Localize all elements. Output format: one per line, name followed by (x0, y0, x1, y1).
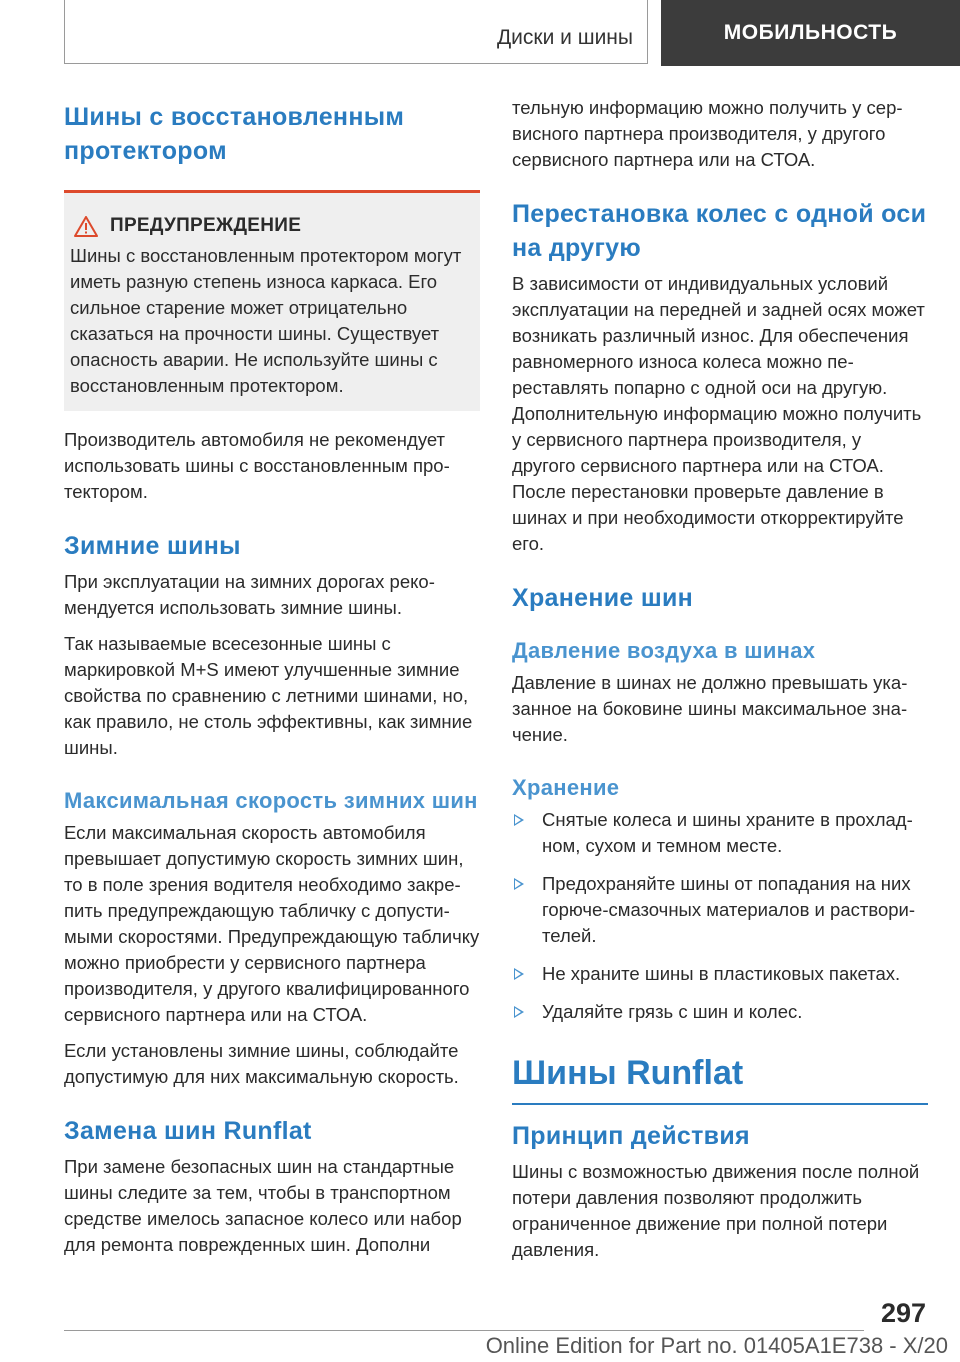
paragraph-continued: тельную информацию можно получить у сервисного партнера производителя, у другого сервисного партнера или на СТОА. (512, 97, 903, 170)
paragraph-retread: Производитель автомобиля не рекомендует использовать шины с восстановленным протектором. (64, 429, 450, 502)
bullet-triangle-icon (514, 878, 524, 890)
paragraph-max-speed-2: Если установлены зимние шины, соблюдайте допустимую для них максимальную скорость. (64, 1040, 459, 1087)
warning-label: ПРЕДУПРЕЖДЕНИЕ (110, 215, 302, 236)
page-number: 297 (880, 1298, 926, 1328)
page-header (0, 0, 960, 66)
paragraph-winter-2: Так называемые всесезонные шины с маркировкой M+S имеют улучшенные зимние свойства по сравнению с летними шинами, но, как правило, не столь эффективны, как зимние шины. (64, 633, 473, 758)
heading-wheel-rotation: Перестановка колес с одной оси на другую (512, 200, 927, 262)
heading-runflat-tires: Шины Runflat (512, 1051, 928, 1105)
section-box (64, 0, 648, 64)
paragraph-max-speed-1: Если максимальная скорость автомобиля превышает допустимую скорость зимних шин, то в поле зрения водителя необходимо закрепить предупреждающую табличку с допустимыми скоростями. Предупреждающую табличку можно приобрести у сервисного партнера производителя, у другого квалифицированного сервисного партнера или на СТОА. (64, 822, 480, 1025)
heading-storing: Хранение (512, 775, 620, 800)
warning-text: Шины с восстановленным протектором могут иметь разную степень износа каркаса. Его сильное старение может отрицательно сказаться на прочности шины. Существует опасность аварии. Не используйте шины с восстановленным протектором. (70, 245, 462, 396)
paragraph-tire-pressure: Давление в шинах не должно превышать указанное на боковине шины максимальное значение. (512, 672, 908, 745)
heading-runflat-replace: Замена шин Runflat (64, 1117, 312, 1145)
list-item: Предохраняйте шины от попадания на них горюче-смазочных материалов и растворителей. (512, 871, 928, 949)
warning-title (70, 215, 466, 237)
heading-tire-pressure: Давление воздуха в шинах (512, 638, 816, 663)
chapter-title: МОБИЛЬНОСТЬ (661, 0, 960, 66)
list-item: Удаляйте грязь с шин и колес. (512, 999, 928, 1025)
footer-divider (64, 1330, 864, 1331)
right-column (512, 95, 928, 1273)
heading-retread-tires: Шины с восстановленным протектором (64, 103, 405, 165)
left-column (64, 100, 480, 1268)
storage-list (512, 807, 928, 1025)
heading-tire-storage: Хранение шин (512, 584, 694, 612)
bullet-triangle-icon (514, 968, 524, 980)
bullet-triangle-icon (514, 1006, 524, 1018)
section-title: Диски и шины (496, 26, 633, 49)
paragraph-winter-1: При эксплуатации на зимних дорогах рекомендуется использовать зимние шины. (64, 571, 435, 618)
bullet-triangle-icon (514, 814, 524, 826)
warning-box (64, 190, 480, 411)
paragraph-runflat-replace: При замене безопасных шин на стандартные шины следите за тем, чтобы в транспортном средстве имелось запасное колесо или набор для ремонта поврежденных шин. Дополни (64, 1156, 462, 1255)
paragraph-principle: Шины с возможностью движения после полной потери давления позволяют продолжить ограниченное движение при полной потери давления. (512, 1161, 920, 1260)
heading-max-speed: Максимальная скорость зимних шин (64, 788, 478, 813)
list-item: Не храните шины в пластиковых пакетах. (512, 961, 928, 987)
footer-edition: Online Edition for Part no. 01405A1E738 - X/20 (485, 1333, 948, 1358)
paragraph-wheel-rotation: В зависимости от индивидуальных условий эксплуатации на передней и задней осях может возникать различный износ. Для обеспечения равномерного износа колеса можно переставлять попарно с одной оси на другую. Дополнительную информацию можно получить у сервисного партнера производителя, у другого сервисного партнера или на СТОА. После перестановки проверьте давление в шинах и при необходимости откорректируйте его. (512, 273, 925, 554)
heading-winter-tires: Зимние шины (64, 532, 241, 560)
warning-triangle-icon (74, 216, 98, 237)
list-item: Снятые колеса и шины храните в прохладном, сухом и темном месте. (512, 807, 928, 859)
heading-principle: Принцип действия (512, 1122, 750, 1150)
